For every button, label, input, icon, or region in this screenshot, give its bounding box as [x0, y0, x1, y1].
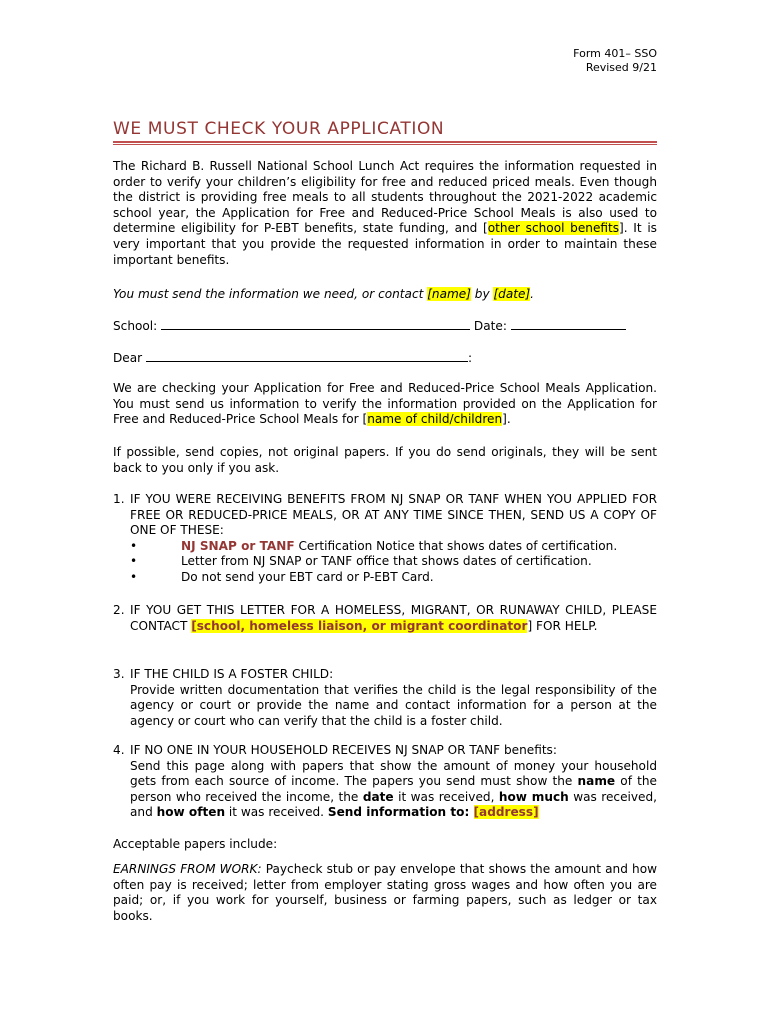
title-underline [113, 141, 657, 145]
school-label: School: [113, 319, 162, 333]
school-blank[interactable] [161, 318, 470, 330]
acceptable-papers-heading: Acceptable papers include: [113, 837, 278, 851]
dear-label: Dear [113, 351, 146, 365]
earnings-label: EARNINGS FROM WORK: [113, 862, 262, 876]
item-heading: IF THE CHILD IS A FOSTER CHILD: [130, 667, 334, 681]
item-number: 3. [113, 667, 125, 681]
child-name-placeholder: name of child/children [367, 412, 503, 427]
list-item: • Letter from NJ SNAP or TANF office that shows dates of certification. [130, 554, 592, 569]
form-number: Form 401– SSO [573, 47, 657, 60]
item-number: 4. [113, 743, 125, 757]
item-number: 1. [113, 492, 125, 506]
bullet-icon: • [130, 569, 138, 584]
placeholder-highlight: other school benefits [487, 221, 620, 236]
earnings-paragraph: EARNINGS FROM WORK: Paycheck stub or pay envelope that shows the amount and how often pay is received; letter from employer stating gross wages and how often you are paid; or, if you work for yourself, business or farming papers, such as ledger or tax books. [113, 862, 657, 923]
revision-date: Revised 9/21 [585, 61, 657, 74]
item-4 [113, 743, 657, 821]
item-body-text: Send this page along with papers that show the amount of money your household gets from each source of income. The papers you send must show the name of the person who received the income, the date it was received, how much was received, and how often it was received. Send information to: [address] [130, 758, 658, 820]
item-heading: IF NO ONE IN YOUR HOUSEHOLD RECEIVES NJ SNAP OR TANF benefits: [130, 743, 557, 757]
item-2: 2. IF YOU GET THIS LETTER FOR A HOMELESS, MIGRANT, OR RUNAWAY CHILD, PLEASE CONTACT [school, homeless liaison, or migrant coordinator] FOR HELP. [113, 603, 657, 633]
date-blank[interactable] [511, 318, 626, 330]
dear-line: Dear : [113, 351, 473, 365]
dear-blank[interactable] [146, 350, 468, 362]
intro-paragraph: The Richard B. Russell National School Lunch Act requires the information requested in order to verify your children’s eligibility for free and reduced priced meals. Even though the district is providing free meals to all students throughout the 2021-2022 academic school year, the Application for Free and Reduced-Price School Meals is also used to determine eligibility for P-EBT benefits, state funding, and [other school benefits]. It is very important that you provide the requested information in order to maintain these important benefits. [113, 159, 657, 267]
contact-name-placeholder: [name] [427, 287, 471, 301]
copies-note: If possible, send copies, not original papers. If you do send originals, they will be sent back to you only if you ask. [113, 445, 657, 475]
item-heading: IF YOU WERE RECEIVING BENEFITS FROM NJ SNAP OR TANF WHEN YOU APPLIED FOR FREE OR REDUCED-PRICE MEALS, OR AT ANY TIME SINCE THEN, SEND US A COPY OF ONE OF THESE: [130, 492, 657, 538]
form-identifier [573, 47, 657, 75]
bullet-icon: • [130, 554, 138, 569]
deadline-date-placeholder: [date] [493, 287, 531, 301]
list-item: • NJ SNAP or TANF Certification Notice that shows dates of certification. [130, 538, 618, 553]
item-number: 2. [113, 603, 125, 617]
item-1 [113, 492, 657, 586]
list-item: • Do not send your EBT card or P-EBT Card. [130, 569, 434, 584]
coordinator-placeholder: [school, homeless liaison, or migrant coordinator [191, 618, 528, 633]
page-title: WE MUST CHECK YOUR APPLICATION [113, 119, 445, 139]
address-placeholder: [address] [473, 805, 539, 820]
item-3 [113, 667, 657, 729]
item-body-text: Provide written documentation that verifies the child is the legal responsibility of the agency or court or provide the name and contact information for a person at the agency or court who can verify that the child is a foster child. [130, 682, 657, 728]
checking-paragraph: We are checking your Application for Free and Reduced-Price School Meals Application. You must send us information to verify the information provided on the Application for Free and Reduced-Price School Meals for [name of child/children]. [113, 381, 657, 427]
bullet-icon: • [130, 538, 138, 553]
school-date-line [113, 318, 626, 335]
date-label: Date: [470, 319, 511, 333]
deadline-line: You must send the information we need, or contact [name] by [date]. [113, 287, 535, 301]
